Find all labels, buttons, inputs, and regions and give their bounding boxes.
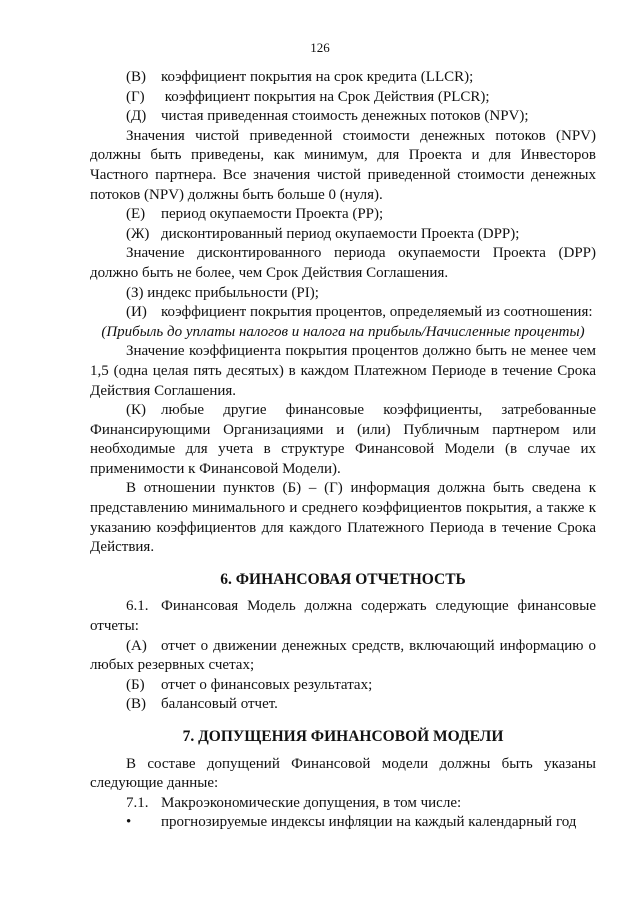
- clause-6-1: [90, 597, 596, 636]
- list-item-plcr: [90, 88, 596, 108]
- item-marker: (К): [126, 402, 146, 419]
- item-text: коэффициент покрытия процентов, определяемый из соотношения:: [161, 304, 593, 321]
- item-marker: (Б): [126, 676, 145, 693]
- item-text: чистая приведенная стоимость денежных потоков (NPV);: [161, 108, 529, 125]
- section-7-heading: 7. ДОПУЩЕНИЯ ФИНАНСОВОЙ МОДЕЛИ: [182, 728, 504, 745]
- item-marker: (Ж): [126, 225, 150, 242]
- item-marker: (И): [126, 304, 147, 321]
- item-marker: (Г): [126, 88, 145, 105]
- list-item-dpp: [90, 225, 596, 245]
- item-marker: (В): [126, 69, 146, 85]
- item-text: прогнозируемые индексы инфляции на каждый календарный год: [161, 814, 577, 831]
- list-item-pi: (З) индекс прибыльности (PI);: [126, 284, 319, 301]
- item-text: любые другие финансовые коэффициенты, затребованные Финансирующими Организациями и (или) Публичным партнером или необходимые для учета в структуре Финансовой Модели (в случае их применимости к Финансовой Модели).: [90, 402, 596, 477]
- list-item-pp: [90, 205, 596, 225]
- item-text: балансовый отчет.: [161, 696, 278, 713]
- list-item-balance: [90, 695, 596, 715]
- clause-text: Макроэкономические допущения, в том числе:: [161, 794, 462, 811]
- list-item-llcr: [90, 68, 596, 88]
- list-item-npv: [90, 107, 596, 127]
- npv-paragraph: Значения чистой приведенной стоимости денежных потоков (NPV) должны быть приведены, как минимум, для Проекта и для Инвесторов Частного партнера. Все значения чистой приведенной стоимости денежных потоков (NPV) должны быть больше 0 (нуля).: [90, 127, 596, 203]
- section-7-intro: В составе допущений Финансовой модели должны быть указаны следующие данные:: [90, 755, 596, 792]
- clause-text: Финансовая Модель должна содержать следующие финансовые отчеты:: [90, 598, 596, 635]
- clause-number: 6.1.: [126, 598, 149, 615]
- list-item-interest-coverage: [90, 303, 596, 323]
- item-text: коэффициент покрытия на срок кредита (LLCR);: [161, 69, 474, 85]
- item-marker: (Е): [126, 206, 146, 223]
- item-text: дисконтированный период окупаемости Проекта (DPP);: [161, 225, 520, 242]
- dpp-paragraph: Значение дисконтированного периода окупаемости Проекта (DPP) должно быть не более, чем Срок Действия Соглашения.: [90, 245, 596, 281]
- clause-7-1: [90, 794, 596, 814]
- item-marker: (В): [126, 696, 146, 713]
- list-item-other-ratios: [90, 401, 596, 479]
- item-text: период окупаемости Проекта (PP);: [161, 206, 384, 223]
- item-text: коэффициент покрытия на Срок Действия (PLCR);: [161, 88, 490, 105]
- list-item-financial-results: [90, 676, 596, 696]
- section-6-heading: 6. ФИНАНСОВАЯ ОТЧЕТНОСТЬ: [220, 570, 466, 588]
- page-number: 126: [310, 40, 330, 55]
- b-g-paragraph: В отношении пунктов (Б) – (Г) информация должна быть сведена к представлению минимального и среднего коэффициентов покрытия, а также к указанию коэффициентов для каждого Платежного Периода в течение Срока Действия.: [90, 480, 596, 556]
- item-text: отчет о финансовых результатах;: [161, 676, 373, 693]
- item-marker: (А): [126, 637, 147, 654]
- coverage-formula: (Прибыль до уплаты налогов и налога на прибыль/Начисленные проценты): [101, 323, 585, 340]
- document-body: [90, 68, 596, 833]
- item-text: отчет о движении денежных средств, включающий информацию о любых резервных счетах;: [90, 637, 596, 674]
- bullet-item-inflation: [90, 813, 596, 833]
- bullet-icon: •: [126, 814, 132, 831]
- list-item-cash-flow: [90, 637, 596, 676]
- clause-number: 7.1.: [126, 794, 149, 811]
- coverage-paragraph: Значение коэффициента покрытия процентов должно быть не менее чем 1,5 (одна целая пять десятых) в каждом Платежном Периоде в течение Срока Действия Соглашения.: [90, 343, 596, 399]
- item-marker: (Д): [126, 108, 147, 125]
